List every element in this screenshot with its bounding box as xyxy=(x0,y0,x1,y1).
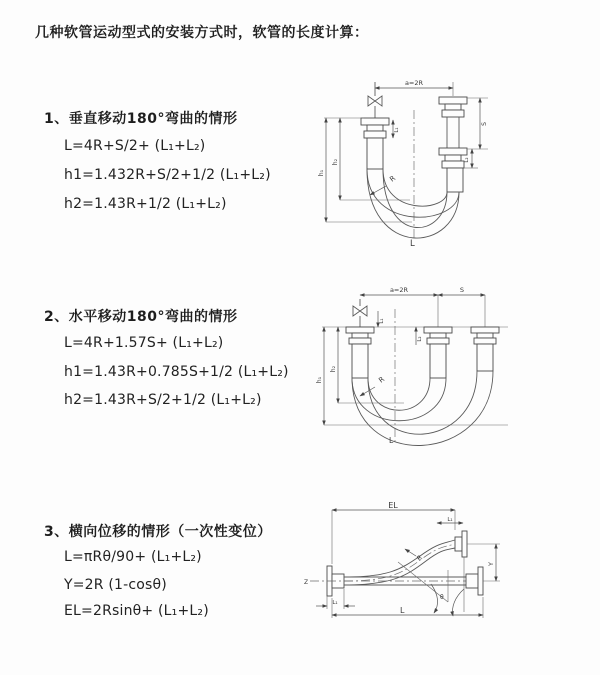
length-label: L xyxy=(410,239,415,249)
length-label: L xyxy=(389,436,394,445)
upper-flange-fitting xyxy=(455,531,467,612)
length-label: L xyxy=(400,606,405,615)
dim-label-l1-top: L₁ xyxy=(447,517,453,523)
diagram-vertical-180-bend xyxy=(312,70,600,256)
dim-label-y: Y xyxy=(487,562,495,566)
section-2-formula-h2: h2=1.43R+S/2+1/2 (L₁+L₂) xyxy=(64,392,262,408)
radius-label: R xyxy=(377,375,387,385)
right-hose-fitting xyxy=(471,327,499,371)
radius-label: R xyxy=(388,174,398,184)
section-1-formula-h1: h1=1.432R+S/2+1/2 (L₁+L₂) xyxy=(64,167,271,183)
dim-label-s: S xyxy=(459,286,465,294)
right-flange-fitting xyxy=(466,567,483,595)
dim-label-l1-bottom: L₁ xyxy=(332,600,338,606)
section-1-formula-L: L=4R+S/2+ (L₁+L₂) xyxy=(64,138,206,154)
dim-label-s: S xyxy=(481,122,488,126)
diagram-horizontal-180-bend xyxy=(312,283,600,458)
dim-label-l1: L₁ xyxy=(394,127,400,133)
dim-label-l1: L₁ xyxy=(379,318,385,324)
left-hose-fitting xyxy=(361,118,389,169)
left-hose-fitting xyxy=(346,327,374,378)
section-3-formula-EL: EL=2Rsinθ+ (L₁+L₂) xyxy=(64,603,209,619)
radius-leader xyxy=(370,186,386,195)
dim-label-h1: h₁ xyxy=(318,169,325,177)
angle-construction xyxy=(398,562,464,616)
dim-label-l2: L₂ xyxy=(417,336,423,342)
dim-label-h2: h₂ xyxy=(330,365,337,373)
dim-label-el: EL xyxy=(388,501,398,510)
diagram-lateral-displacement xyxy=(300,500,600,638)
section-3-heading: 3、横向位移的情形（一次性变位） xyxy=(44,524,272,540)
right-hose-fitting xyxy=(439,97,467,192)
dim-label-h2: h₂ xyxy=(332,158,339,166)
middle-hose-fitting xyxy=(424,327,452,378)
hose-u-bend xyxy=(367,169,459,238)
section-3-formula-L: L=πRθ/90+ (L₁+L₂) xyxy=(64,549,202,565)
axis-mark-label: Z xyxy=(304,579,309,586)
radius-label: R xyxy=(415,553,424,563)
dim-label-a2r: a=2R xyxy=(389,286,409,294)
section-2-heading: 2、水平移动180°弯曲的情形 xyxy=(44,309,238,325)
dim-label-h1: h₁ xyxy=(316,376,323,384)
section-2-formula-h1: h1=1.43R+0.785S+1/2 (L₁+L₂) xyxy=(64,364,289,380)
section-2-formula-L: L=4R+1.57S+ (L₁+L₂) xyxy=(64,335,224,351)
hose-u-bend xyxy=(352,371,493,445)
section-1-heading: 1、垂直移动180°弯曲的情形 xyxy=(44,111,238,127)
valve-icon xyxy=(368,82,382,118)
radius-leader xyxy=(405,549,416,556)
section-1-formula-h2: h2=1.43R+1/2 (L₁+L₂) xyxy=(64,196,227,212)
section-3-formula-Y: Y=2R (1-cosθ) xyxy=(64,577,167,593)
valve-icon xyxy=(353,299,367,327)
hose-s-curve xyxy=(344,540,455,585)
dim-label-a2r: a=2R xyxy=(404,79,424,87)
angle-label: θ xyxy=(440,594,444,601)
page-title: 几种软管运动型式的安装方式时，软管的长度计算： xyxy=(35,25,369,41)
dim-label-l2: L₂ xyxy=(464,157,470,163)
radius-leader xyxy=(360,387,375,396)
